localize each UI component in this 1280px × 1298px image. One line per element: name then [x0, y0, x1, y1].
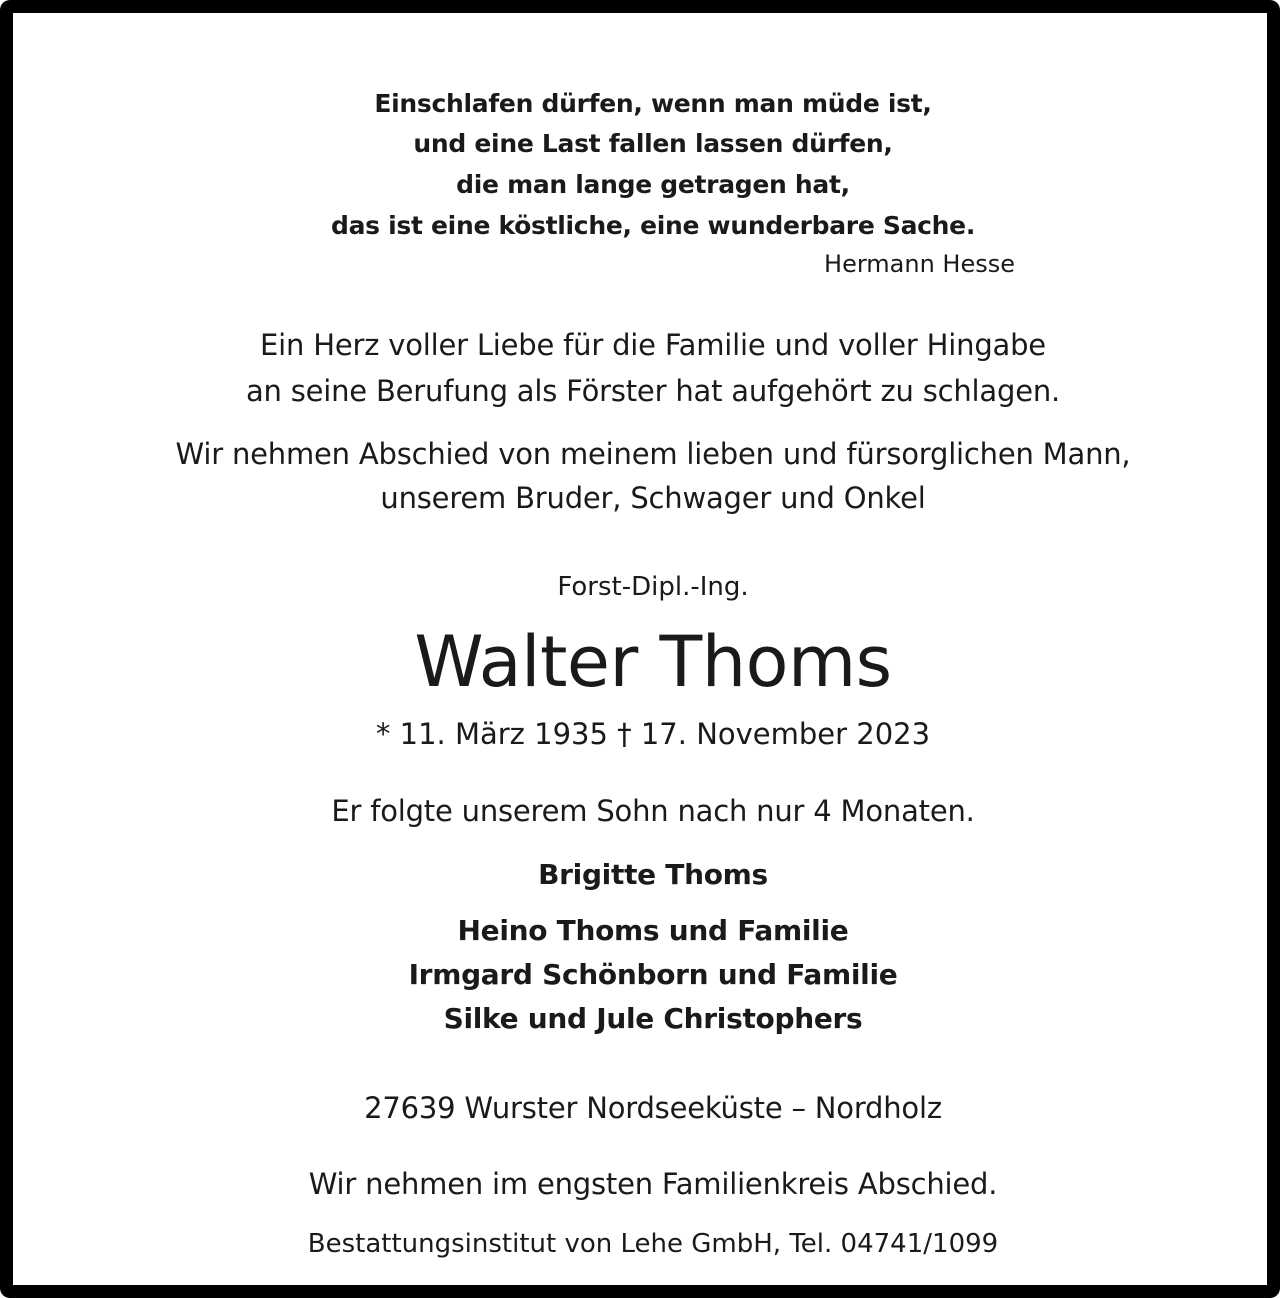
- mourner-3: Silke und Jule Christophers: [443, 1002, 863, 1035]
- motto-line-3: die man lange getragen hat,: [456, 170, 850, 199]
- mourner-2: Irmgard Schönborn und Familie: [408, 958, 898, 991]
- note-text: Er folgte unserem Sohn nach nur 4 Monaten.: [331, 794, 975, 828]
- deceased-dates: * 11. März 1935 † 17. November 2023: [375, 717, 931, 751]
- motto-line-2: und eine Last fallen lassen dürfen,: [413, 129, 893, 158]
- deceased-name: Walter Thoms: [414, 621, 892, 703]
- location-text: 27639 Wurster Nordseeküste – Nordholz: [364, 1091, 942, 1125]
- farewell-line-1: Wir nehmen Abschied von meinem lieben und fürsorglichen Mann,: [175, 437, 1131, 471]
- motto-author: Hermann Hesse: [824, 250, 1015, 278]
- ceremony-text: Wir nehmen im engsten Familienkreis Abschied.: [308, 1167, 998, 1201]
- mourner-1: Heino Thoms und Familie: [457, 914, 849, 947]
- deceased-title: Forst-Dipl.-Ing.: [557, 572, 749, 602]
- motto-line-4: das ist eine köstliche, eine wunderbare Sache.: [330, 211, 976, 240]
- intro-line-2: an seine Berufung als Förster hat aufgehört zu schlagen.: [245, 374, 1061, 408]
- undertaker-text: Bestattungsinstitut von Lehe GmbH, Tel. 04741/1099: [307, 1229, 999, 1259]
- mourner-primary: Brigitte Thoms: [538, 858, 768, 891]
- motto-line-1: Einschlafen dürfen, wenn man müde ist,: [374, 89, 932, 118]
- farewell-line-2: unserem Bruder, Schwager und Onkel: [380, 481, 926, 515]
- intro-line-1: Ein Herz voller Liebe für die Familie und voller Hingabe: [260, 328, 1046, 362]
